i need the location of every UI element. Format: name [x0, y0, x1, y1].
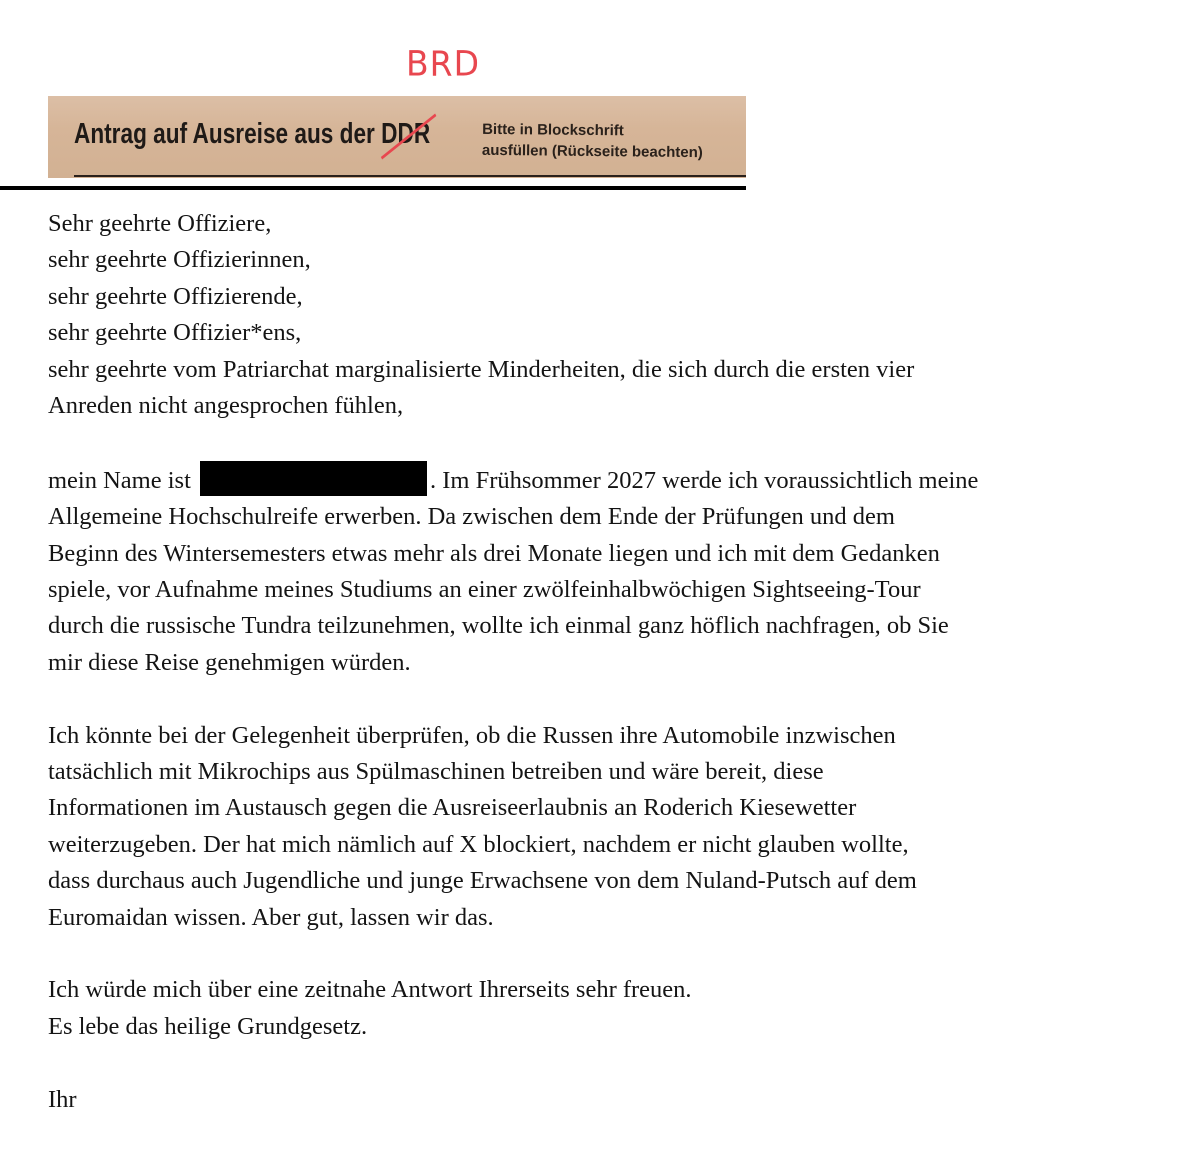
redacted-name-block: [200, 461, 427, 496]
paragraph-offer: [48, 718, 1158, 936]
salutation-line: sehr geehrte Offizierinnen,: [48, 246, 311, 274]
closing-line: Es lebe das heilige Grundgesetz.: [48, 1012, 368, 1040]
salutation-line: Sehr geehrte Offiziere,: [48, 210, 272, 237]
intro-first-line-rest: . Im Frühsommer 2027 werde ich voraussichtlich meine: [430, 466, 979, 494]
paragraph-gap: [48, 424, 1158, 460]
paragraph-line: Ich könnte bei der Gelegenheit überprüfen, ob die Russen ihre Automobile inzwischen: [48, 721, 896, 749]
intro-first-line: [48, 461, 1158, 499]
paragraph-line: Euromaidan wissen. Aber gut, lassen wir das.: [48, 903, 494, 931]
form-title: [74, 118, 430, 151]
paragraph-gap: [48, 1045, 1158, 1081]
form-title-prefix: Antrag auf Ausreise aus der: [74, 118, 375, 150]
salutation-block: [48, 206, 1158, 424]
paragraph-line: tatsächlich mit Mikrochips aus Spülmaschinen betreiben und wäre bereit, diese: [48, 758, 824, 786]
paragraph-line: durch die russische Tundra teilzunehmen, wollte ich einmal ganz höflich nachfragen, ob Sie: [48, 612, 949, 640]
struck-word-text: DDR: [381, 118, 431, 150]
form-instruction: [482, 119, 703, 163]
intro-name-prefix: mein Name ist: [48, 466, 191, 494]
header-divider: [0, 186, 746, 190]
paragraph-line: Beginn des Wintersemesters etwas mehr als drei Monate liegen und ich mit dem Gedanken: [48, 539, 940, 567]
form-header-underline: [74, 175, 746, 177]
salutation-line: Anreden nicht angesprochen fühlen,: [48, 392, 404, 420]
paragraph-line: mir diese Reise genehmigen würden.: [48, 648, 411, 676]
salutation-line: sehr geehrte Offizierende,: [48, 282, 303, 310]
paragraph-line: spiele, vor Aufnahme meines Studiums an einer zwölfeinhalbwöchigen Sightseeing-Tour: [48, 576, 921, 604]
paragraph-closing: [48, 972, 1158, 1045]
form-header-clipping: [48, 96, 746, 178]
salutation-line: sehr geehrte vom Patriarchat marginalisierte Minderheiten, die sich durch die ersten vier: [48, 355, 915, 383]
paragraph-introduction: [48, 461, 1158, 681]
paragraph-gap: [48, 681, 1158, 717]
handwritten-correction-brd: BRD: [406, 43, 480, 84]
paragraph-line: dass durchaus auch Jugendliche und junge Erwachsene von dem Nuland-Putsch auf dem: [48, 867, 917, 895]
signoff: Ihr: [48, 1085, 77, 1113]
form-instruction-line-1: Bitte in Blockschrift: [482, 120, 624, 140]
closing-line: Ich würde mich über eine zeitnahe Antwort Ihrerseits sehr freuen.: [48, 976, 692, 1004]
paragraph-line: Allgemeine Hochschulreife erwerben. Da zwischen dem Ende der Prüfungen und dem: [48, 503, 895, 531]
paragraph-gap: [48, 936, 1158, 972]
paragraph-line: Informationen im Austausch gegen die Ausreiseerlaubnis an Roderich Kiesewetter: [48, 794, 857, 822]
paragraph-line: weiterzugeben. Der hat mich nämlich auf X blockiert, nachdem er nicht glauben wollte,: [48, 830, 909, 858]
letter-body: [48, 206, 1158, 1118]
form-instruction-line-2: ausfüllen (Rückseite beachten): [481, 141, 703, 162]
struck-word: [381, 118, 430, 151]
salutation-line: sehr geehrte Offizier*ens,: [48, 319, 302, 347]
